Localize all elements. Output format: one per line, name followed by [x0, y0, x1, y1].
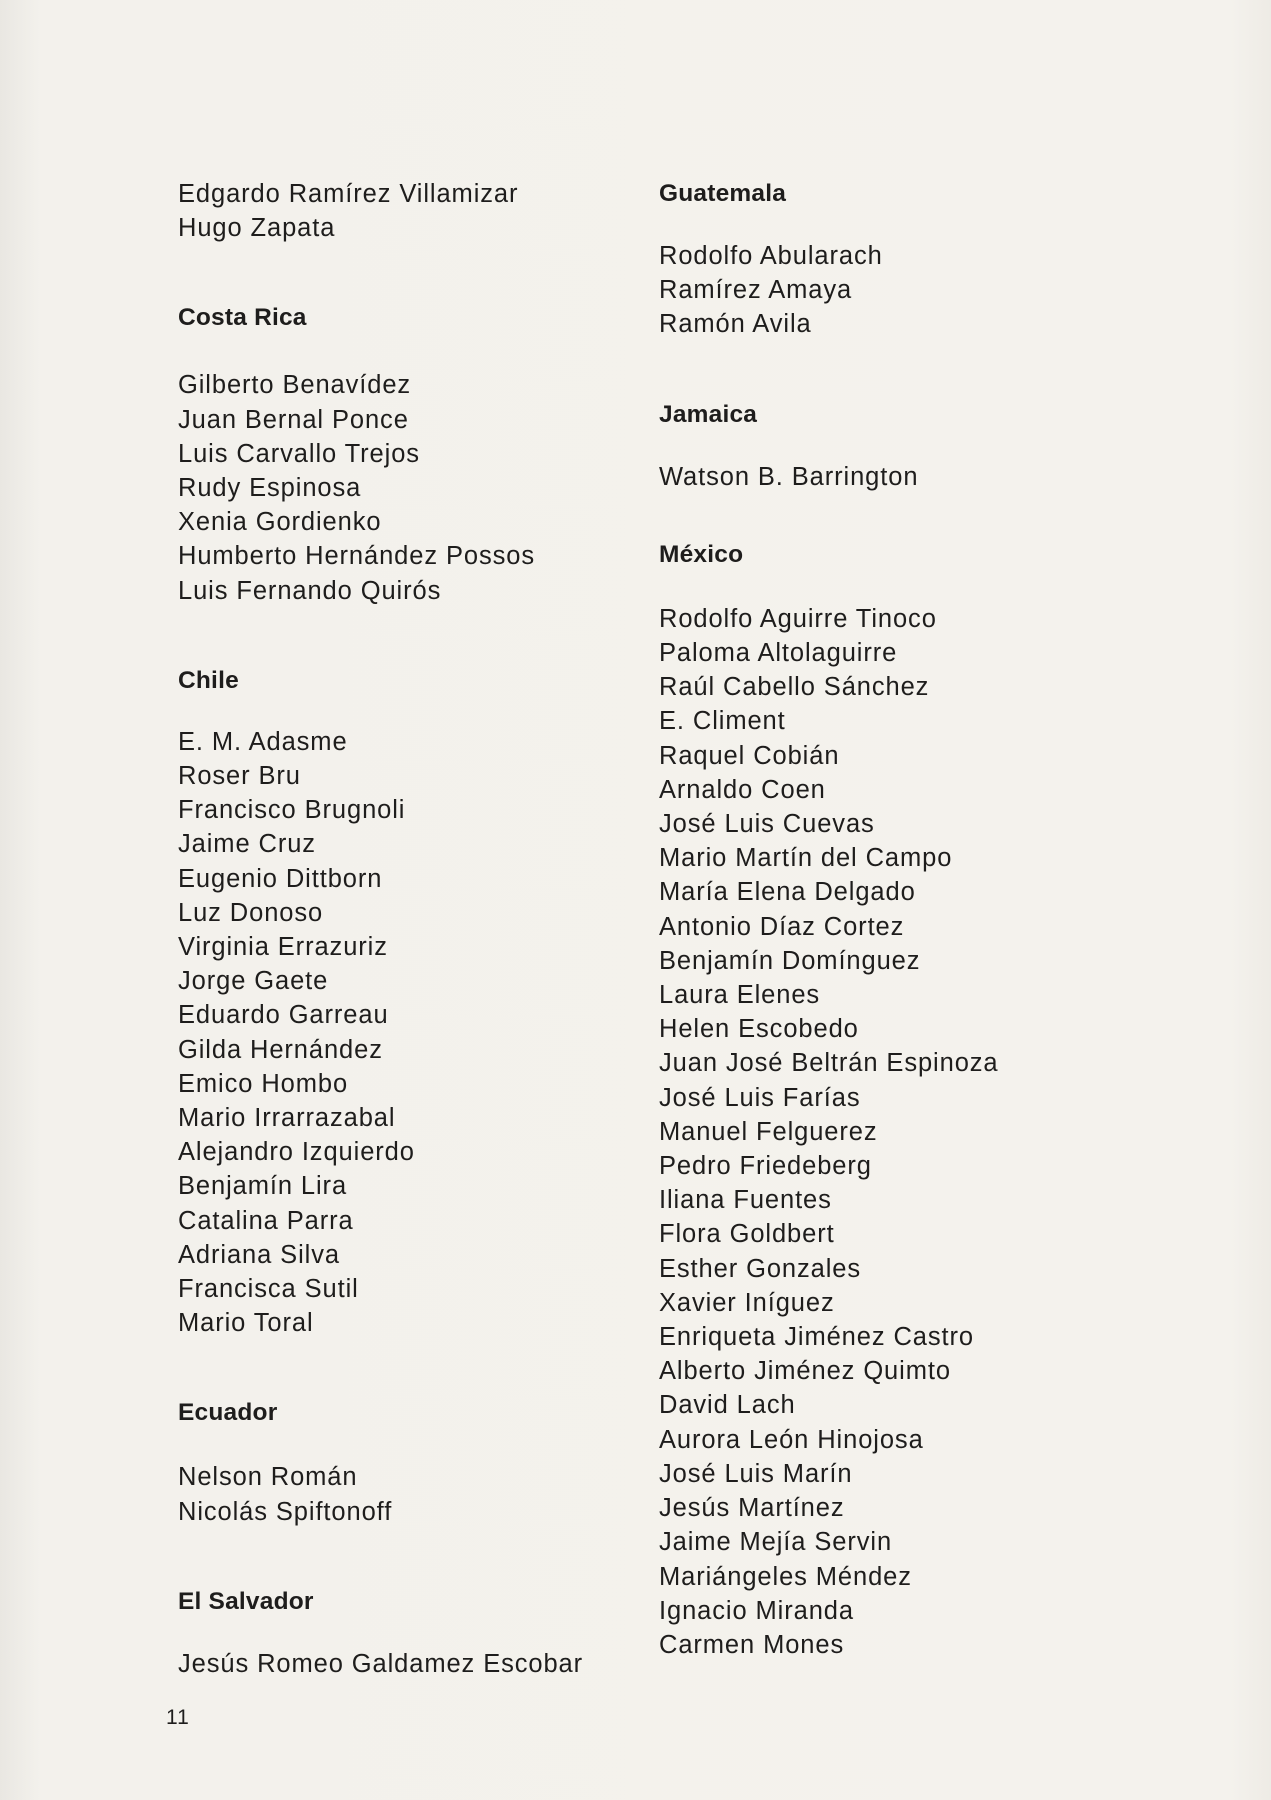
artist-name: Eugenio Dittborn [178, 864, 383, 893]
artist-name: Emico Hombo [178, 1069, 349, 1098]
artist-name: Ramírez Amaya [659, 276, 853, 305]
artist-name: Hugo Zapata [178, 214, 336, 243]
artist-name: Virginia Errazuriz [178, 933, 388, 962]
artist-name: Esther Gonzales [659, 1254, 862, 1283]
right-column [659, 177, 1219, 1662]
artist-name: Francisco Brugnoli [178, 796, 406, 825]
artist-name: Xenia Gordienko [178, 508, 382, 537]
country-heading: El Salvador [178, 1587, 314, 1615]
artist-name: Xavier Iníguez [659, 1288, 835, 1317]
artist-name: Laura Elenes [659, 981, 821, 1010]
artist-name: Mario Martín del Campo [659, 844, 953, 873]
section-mexico [659, 538, 1219, 1662]
artist-name: José Luis Marín [659, 1459, 853, 1488]
artist-name: Benjamín Lira [178, 1172, 348, 1201]
artist-name: Humberto Hernández Possos [178, 542, 536, 571]
artist-name: Juan Bernal Ponce [178, 405, 409, 434]
page-number: 11 [166, 1706, 190, 1729]
artist-name: Nicolás Spiftonoff [178, 1497, 393, 1526]
artist-name: E. Climent [659, 707, 786, 736]
left-column [178, 177, 628, 1681]
artist-name: Ignacio Miranda [659, 1596, 854, 1625]
country-heading: Chile [178, 666, 239, 694]
artist-name: Jesús Martínez [659, 1494, 845, 1523]
artist-name: José Luis Farías [659, 1083, 861, 1112]
country-heading: Costa Rica [178, 304, 307, 332]
intro-names [178, 177, 628, 245]
artist-name: Manuel Felguerez [659, 1117, 878, 1146]
artist-name: Jaime Cruz [178, 830, 316, 859]
artist-name: Alejandro Izquierdo [178, 1138, 415, 1167]
artist-name: Raúl Cabello Sánchez [659, 673, 930, 702]
artist-name: Mariángeles Méndez [659, 1562, 912, 1591]
section-jamaica [659, 398, 1219, 494]
country-heading: Jamaica [659, 400, 758, 428]
artist-name: Iliana Fuentes [659, 1186, 832, 1215]
artist-name: Pedro Friedeberg [659, 1152, 872, 1181]
artist-name: Paloma Altolaguirre [659, 639, 898, 668]
artist-name: Helen Escobedo [659, 1015, 859, 1044]
artist-name: Rodolfo Aguirre Tinoco [659, 604, 937, 633]
artist-name: Luz Donoso [178, 898, 324, 927]
artist-name: Jesús Romeo Galdamez Escobar [178, 1649, 584, 1678]
country-heading: Ecuador [178, 1399, 278, 1427]
artist-name: Jorge Gaete [178, 967, 329, 996]
artist-name: Mario Toral [178, 1309, 314, 1338]
artist-name: Luis Fernando Quirós [178, 576, 442, 605]
artist-name: Alberto Jiménez Quimto [659, 1357, 951, 1386]
artist-name: Raquel Cobián [659, 741, 840, 770]
artist-name: Ramón Avila [659, 310, 812, 339]
artist-name: David Lach [659, 1391, 796, 1420]
artist-name: Aurora León Hinojosa [659, 1425, 924, 1454]
artist-name: Benjamín Domínguez [659, 946, 921, 975]
artist-name: Juan José Beltrán Espinoza [659, 1049, 999, 1078]
artist-name: Mario Irrarrazabal [178, 1104, 396, 1133]
country-heading: Guatemala [659, 180, 787, 207]
section-chile [178, 664, 628, 1341]
artist-name: Eduardo Garreau [178, 1001, 389, 1030]
artist-name: Rudy Espinosa [178, 474, 362, 503]
artist-name: Antonio Díaz Cortez [659, 912, 905, 941]
artist-name: Flora Goldbert [659, 1220, 835, 1249]
section-guatemala [659, 177, 1219, 342]
artist-name: Edgardo Ramírez Villamizar [178, 180, 519, 208]
artist-name: Jaime Mejía Servin [659, 1528, 893, 1557]
artist-name: Catalina Parra [178, 1206, 354, 1235]
artist-name: Enriqueta Jiménez Castro [659, 1323, 974, 1352]
artist-name: Adriana Silva [178, 1240, 340, 1269]
artist-name: Carmen Mones [659, 1630, 845, 1659]
artist-name: José Luis Cuevas [659, 810, 875, 839]
section-costa-rica [178, 301, 628, 607]
artist-name: Arnaldo Coen [659, 775, 826, 804]
artist-name: Luis Carvallo Trejos [178, 439, 420, 468]
artist-name: Roser Bru [178, 762, 301, 791]
artist-name: Francisca Sutil [178, 1275, 359, 1304]
artist-name: Gilberto Benavídez [178, 371, 412, 400]
country-heading: México [659, 540, 744, 568]
artist-name: Rodolfo Abularach [659, 242, 883, 270]
artist-name: Watson B. Barrington [659, 462, 919, 491]
artist-name: Gilda Hernández [178, 1035, 383, 1064]
section-el-salvador [178, 1585, 628, 1681]
section-ecuador [178, 1396, 628, 1528]
artist-name: E. M. Adasme [178, 727, 348, 756]
artist-name: María Elena Delgado [659, 878, 916, 907]
artist-name: Nelson Román [178, 1463, 358, 1492]
